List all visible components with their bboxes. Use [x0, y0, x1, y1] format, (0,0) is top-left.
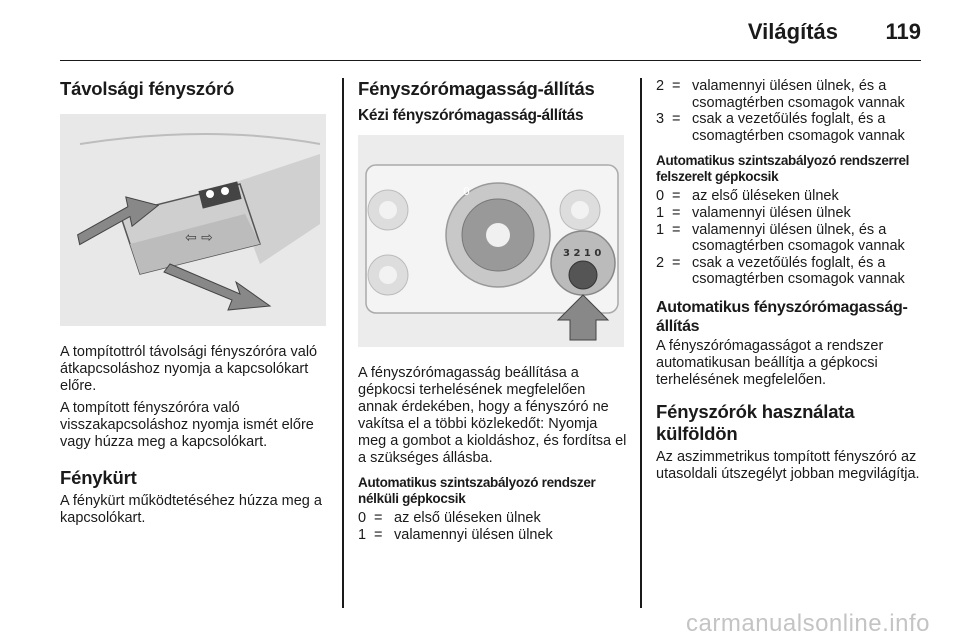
list-item: 2 = valamennyi ülésen ülnek, és a csomagtérben csomagok vannak: [656, 78, 905, 111]
column-divider-2: [640, 78, 642, 608]
subheading-auto-leveling: Automatikus szintszabályozó rendszerrel felszerelt gépkocsik: [656, 153, 910, 185]
heading-high-beam: Távolsági fényszóró: [60, 78, 235, 99]
heading-flash: Fénykürt: [60, 467, 137, 488]
paragraph-high-beam-on: A tompítottról távolsági fényszóróra való átkapcsoláshoz nyomja a kapcsolókart előre.: [60, 344, 318, 394]
list-item: 0 = az első üléseken ülnek: [358, 510, 541, 526]
subheading-no-auto-leveling: Automatikus szintszabályozó rendszer nélküli gépkocsik: [358, 475, 596, 506]
paragraph-range-adjust: A fényszórómagasság beállítása a gépkocsi terhelésének megfelelően annak érdekében, hogy a fényszóró ne vakítsa el a többi közlekedőt: Nyomja meg a gombot a kioldáshoz, és fordítsa el a szükséges állásba.: [358, 365, 627, 466]
paragraph-abroad: Az aszimmetrikus tompított fényszóró az utasoldali útszegélyt jobban megvilágítja.: [656, 448, 920, 482]
list-item: 2 = csak a vezetőülés foglalt, és a csomagtérben csomagok vannak: [656, 254, 905, 288]
page-header: [60, 0, 921, 61]
heading-headlight-range: Fényszórómagasság-állítás: [358, 78, 595, 99]
list-item: 1 = valamennyi ülésen ülnek: [358, 526, 553, 543]
page-number: 119: [885, 19, 921, 44]
heading-abroad: Fényszórók használata külföldön: [656, 400, 855, 444]
heading-auto-range: Automatikus fényszórómagasság-állítás: [656, 298, 908, 335]
svg-text:⇦ ⇨: ⇦ ⇨: [185, 230, 213, 246]
list-item: 0 = az első üléseken ülnek: [656, 188, 839, 205]
section-title: Világítás: [747, 19, 838, 44]
list-auto-levels: [656, 188, 926, 288]
list-item: 1 = valamennyi ülésen ülnek, és a csomagtérben csomagok vannak: [656, 221, 905, 255]
list-manual-levels: [358, 510, 628, 543]
heading-manual-range: Kézi fényszórómagasság-állítás: [358, 107, 584, 124]
list-manual-levels-continued: [656, 78, 926, 144]
paragraph-high-beam-off: A tompított fényszóróra való visszakapcsoláshoz nyomja ismét előre vagy húzza meg a kapcsolókart.: [60, 400, 314, 450]
dial-scale-label: 3 2 1 0: [563, 248, 602, 259]
list-item: 1 = valamennyi ülésen ülnek: [656, 204, 851, 221]
dial-zero-label: 0: [463, 185, 470, 198]
range-control-illustration: [358, 135, 624, 347]
high-beam-illustration: [60, 114, 326, 326]
list-item: 3 = csak a vezetőülés foglalt, és a csomagtérben csomagok vannak: [656, 111, 905, 144]
column-3: [656, 78, 926, 483]
paragraph-flash: A fénykürt működtetéséhez húzza meg a kapcsolókart.: [60, 493, 322, 526]
paragraph-auto-range: A fényszórómagasságot a rendszer automatikusan beállítja a gépkocsi terhelésének megfelelően.: [656, 337, 884, 388]
column-divider-1: [342, 78, 344, 608]
column-1: [60, 78, 328, 527]
watermark: carmanualsonline.info: [686, 610, 930, 637]
light-switch-panel-icon: [358, 135, 624, 347]
stalk-lever-icon: [60, 114, 326, 326]
column-2: [358, 78, 628, 543]
